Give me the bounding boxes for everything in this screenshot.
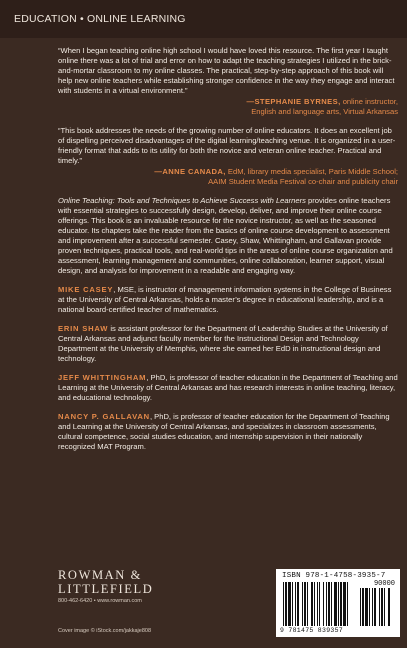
book-description (58, 196, 398, 276)
cover-image-credit: Cover image © iStock.com/jakkaje808 (58, 628, 152, 634)
author-name: NANCY P. GALLAVAN (58, 412, 150, 421)
isbn-number: ISBN 978-1-4758-3935-7 (282, 572, 386, 580)
quote-text: “This book addresses the needs of the growing number of online educators. It does an excellent job of dispelling perceived disadvantages of the digital learning/teaching venue. It is organized in a user-friendly format that adds to its utility for both the novice and veteran online teacher. Practical and timely.” (58, 126, 396, 165)
quote-attribution (58, 167, 398, 187)
author-bio (58, 373, 398, 403)
author-name: MIKE CASEY (58, 285, 114, 294)
publisher-name-line1: ROWMAN & (58, 568, 142, 582)
endorser-name: —ANNE CANADA, (154, 167, 226, 176)
quote-text: “When I began teaching online high school I would have loved this resource. The first year I taught online there was a lot of trial and error on how to adapt the teaching strategies I utilized in the brick-and-mortar classroom to my online classes. The practical, step-by-step approach of this book will help new online teachers while establishing stronger confidence in the way they engage and interact with students in a virtual environment.” (58, 46, 395, 95)
author-bio (58, 324, 398, 364)
quote-attribution (58, 97, 398, 117)
author-name: JEFF WHITTINGHAM (58, 373, 147, 382)
category-label: EDUCATION • ONLINE LEARNING (14, 13, 186, 25)
author-bio-text: , MSE, is instructor of management information systems in the College of Business at the University of Central Arkansas, holds a master’s degree in educational leadership, and is a national board-certified teacher of mathematics. (58, 285, 392, 314)
endorser-name: —STEPHANIE BYRNES, (246, 97, 341, 106)
isbn-barcode (276, 569, 400, 637)
publisher-logo (58, 568, 208, 604)
endorsement-quote (58, 126, 398, 187)
author-bio (58, 412, 398, 452)
author-name: ERIN SHAW (58, 324, 109, 333)
endorser-role: EdM, library media specialist, Paris Middle School; (227, 167, 398, 176)
author-bio-text: is assistant professor for the Department of Leadership Studies at the University of Central Arkansas and adjunct faculty member for the Instructional Design and Technology Department at the University of Memphis, where she earned her EdD in instructional design and technology. (58, 324, 388, 363)
author-bio-text: , PhD, is professor of teacher education for the Department of Teaching and Learning at the University of Central Arkansas, and specializes in classroom assessments, cultural competence, social studies education, and internship supervision in their nationally recognized MAT Program. (58, 412, 390, 451)
description-text: provides online teachers with essential strategies to successfully design, develop, deliver, and improve their online course offerings. This book is an invaluable resource for the novice instructor, as well as the seasoned educator. Its chapters take the reader from the basics of online course development to assessment and improvement after a successful semester. Casey, Shaw, Whittingham, and Gallavan provide proven techniques, practical tools, and real-world tips in the areas of online course organization and assessment, learning management and communities, online collaboration, learner support, visual design, and analysis for improvement in a readable and engaging way. (58, 196, 393, 275)
back-cover-content (58, 46, 398, 461)
author-bio (58, 285, 398, 315)
barcode-graphic (282, 582, 394, 627)
publisher-contact: 800-462-6420 • www.rowman.com (58, 598, 142, 604)
endorser-role: English and language arts, Virtual Arkansas (251, 107, 398, 116)
price-code: 90000 (373, 580, 395, 588)
book-title: Online Teaching: Tools and Techniques to Achieve Success with Learners (58, 196, 306, 205)
author-bio-text: , PhD, is professor of teacher education in the Department of Teaching and Learning at the University of Central Arkansas and has research interests in online teaching, literacy, and educational technology. (58, 373, 398, 402)
endorser-role: AAIM Student Media Festival co-chair and publicity chair (208, 177, 398, 186)
publisher-name-line2: LITTLEFIELD (58, 582, 154, 596)
endorser-role: online instructor, (342, 97, 398, 106)
endorsement-quote (58, 46, 398, 117)
barcode-digits: 9 781475 839357 (280, 627, 344, 634)
